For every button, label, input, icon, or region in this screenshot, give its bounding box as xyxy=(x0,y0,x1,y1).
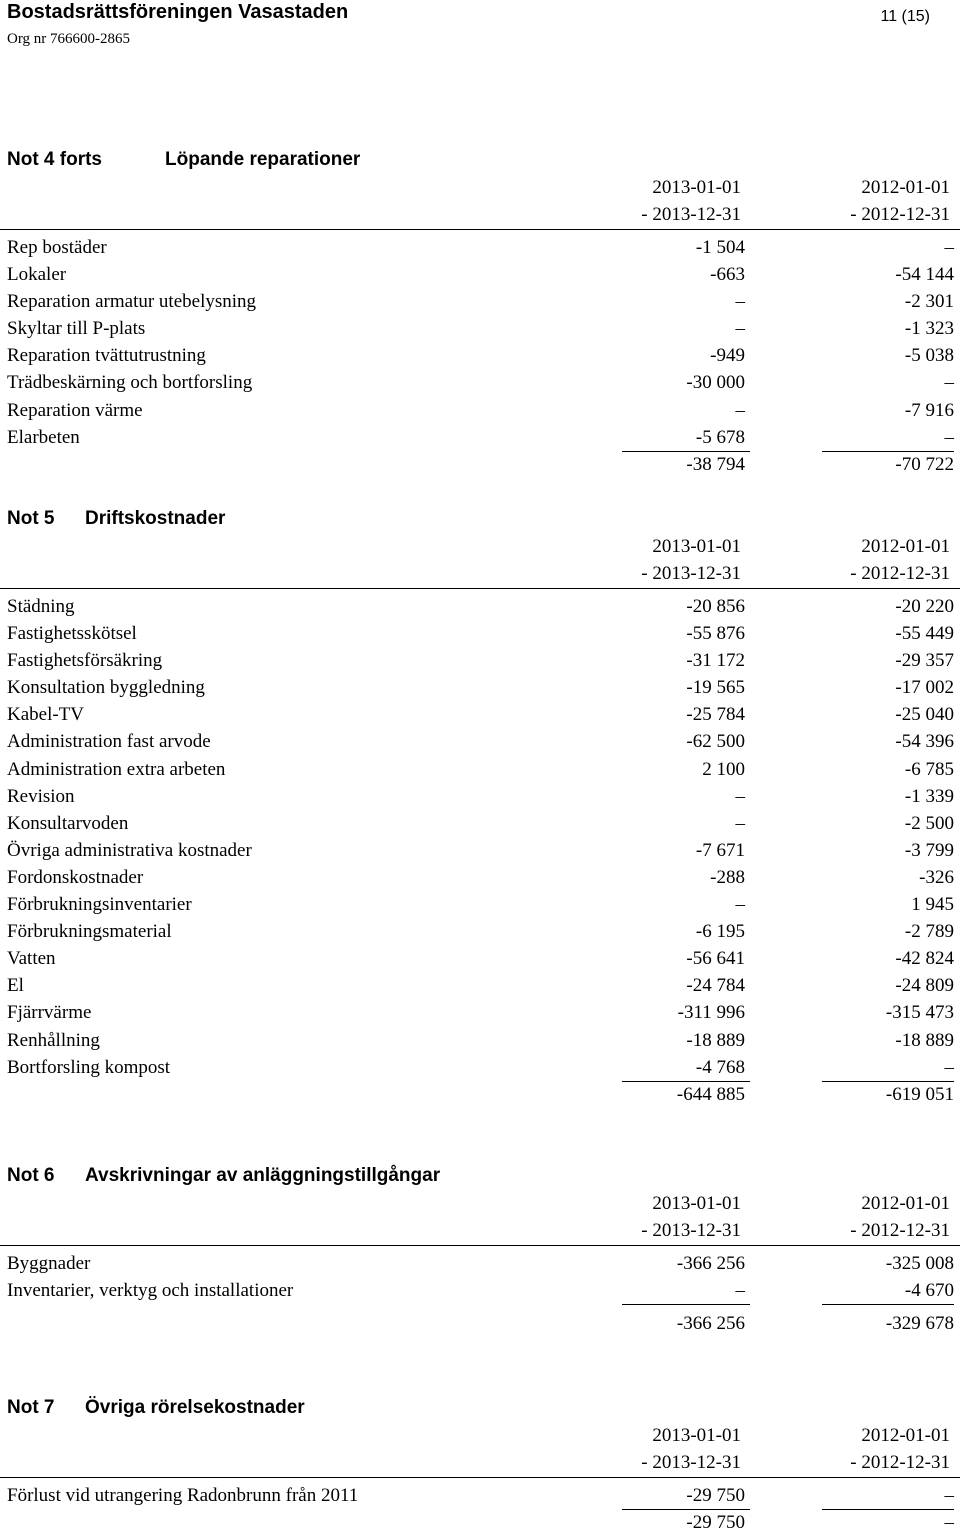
note-4 xyxy=(0,146,960,478)
table-row xyxy=(0,261,960,288)
total-current: -366 256 xyxy=(676,1313,745,1335)
row-label: Konsultarvoden xyxy=(7,812,129,834)
row-value-current: -56 641 xyxy=(686,948,745,970)
period-current xyxy=(641,1422,741,1476)
period-current-to: - 2013-12-31 xyxy=(641,1452,741,1473)
table-row xyxy=(0,810,960,837)
row-label: Administration fast arvode xyxy=(7,731,211,753)
row-value-previous: -1 323 xyxy=(904,318,954,340)
row-label: Elarbeten xyxy=(7,426,80,448)
row-value-previous: – xyxy=(944,1056,954,1078)
period-current-from: 2013-01-01 xyxy=(652,177,741,198)
org-number: Org nr 766600-2865 xyxy=(7,31,131,47)
page-number: 11 (15) xyxy=(880,8,930,25)
table-row xyxy=(0,945,960,972)
row-label: Konsultation byggledning xyxy=(7,677,205,699)
note-number: Not 4 forts xyxy=(7,149,102,170)
row-label: Vatten xyxy=(7,948,56,970)
table-row xyxy=(0,620,960,647)
period-header xyxy=(0,1190,960,1245)
note-heading xyxy=(0,505,960,533)
note-rows xyxy=(0,1478,960,1536)
period-previous-from: 2012-01-01 xyxy=(861,536,950,557)
table-row xyxy=(0,972,960,999)
row-value-current: -19 565 xyxy=(686,677,745,699)
period-current-from: 2013-01-01 xyxy=(652,536,741,557)
row-label: Kabel-TV xyxy=(7,704,85,726)
table-row xyxy=(0,1277,960,1304)
period-previous xyxy=(850,533,950,587)
row-label: Trädbeskärning och bortforsling xyxy=(7,372,253,394)
row-label: Reparation värme xyxy=(7,399,143,421)
period-header xyxy=(0,533,960,588)
row-value-previous: -42 824 xyxy=(895,948,954,970)
row-value-current: -55 876 xyxy=(686,623,745,645)
row-value-current: -20 856 xyxy=(686,596,745,617)
row-label: Reparation armatur utebelysning xyxy=(7,291,257,313)
table-row xyxy=(0,864,960,891)
row-value-previous: -325 008 xyxy=(885,1253,954,1274)
note-rows xyxy=(0,230,960,478)
period-current xyxy=(641,174,741,228)
row-value-previous: – xyxy=(944,372,954,394)
note-number: Not 5 xyxy=(7,508,55,529)
row-value-previous: -2 500 xyxy=(904,812,954,834)
row-value-previous: -1 339 xyxy=(904,785,954,807)
note-rows xyxy=(0,1246,960,1337)
row-value-current: -366 256 xyxy=(676,1253,745,1274)
period-previous xyxy=(850,1422,950,1476)
period-current xyxy=(641,533,741,587)
total-row xyxy=(0,1081,960,1108)
note-title: Avskrivningar av anläggningstillgångar xyxy=(85,1165,441,1186)
period-previous-to: - 2012-12-31 xyxy=(850,1452,950,1473)
table-row xyxy=(0,674,960,701)
table-row xyxy=(0,342,960,369)
period-current-from: 2013-01-01 xyxy=(652,1193,741,1214)
row-value-current: – xyxy=(735,785,745,807)
row-value-previous: -29 357 xyxy=(895,650,954,672)
row-value-current: -29 750 xyxy=(686,1485,745,1506)
total-row xyxy=(0,1509,960,1536)
note-title: Löpande reparationer xyxy=(165,149,361,170)
row-label: Fordonskostnader xyxy=(7,866,144,888)
table-row xyxy=(0,397,960,424)
row-value-previous: -17 002 xyxy=(895,677,954,699)
period-previous xyxy=(850,1190,950,1244)
row-value-previous: -3 799 xyxy=(904,839,954,861)
table-row xyxy=(0,891,960,918)
row-value-previous: -2 789 xyxy=(904,921,954,943)
row-value-previous: -55 449 xyxy=(895,623,954,645)
row-label: Övriga administrativa kostnader xyxy=(7,839,252,861)
table-row xyxy=(0,1027,960,1054)
note-7 xyxy=(0,1394,960,1536)
row-value-previous: -7 916 xyxy=(904,399,954,421)
sum-rule-previous xyxy=(822,1304,954,1305)
note-number: Not 6 xyxy=(7,1165,55,1186)
row-label: Revision xyxy=(7,785,75,807)
row-value-previous: -54 396 xyxy=(895,731,954,753)
row-value-previous: – xyxy=(944,426,954,448)
row-value-current: -25 784 xyxy=(686,704,745,726)
row-value-current: -24 784 xyxy=(686,975,745,997)
row-value-current: 2 100 xyxy=(702,758,745,780)
row-value-current: -5 678 xyxy=(695,426,745,448)
row-value-previous: 1 945 xyxy=(911,894,954,916)
table-row xyxy=(0,234,960,261)
total-row xyxy=(0,1310,960,1337)
total-current: -29 750 xyxy=(686,1512,745,1534)
note-6 xyxy=(0,1162,960,1337)
period-previous-to: - 2012-12-31 xyxy=(850,204,950,225)
table-row xyxy=(0,1250,960,1277)
note-heading xyxy=(0,1162,960,1190)
period-current-to: - 2013-12-31 xyxy=(641,563,741,584)
period-header xyxy=(0,174,960,229)
row-value-current: -4 768 xyxy=(695,1056,745,1078)
row-label: Administration extra arbeten xyxy=(7,758,226,780)
note-5 xyxy=(0,505,960,1108)
row-value-current: – xyxy=(735,812,745,834)
period-previous-from: 2012-01-01 xyxy=(861,177,950,198)
total-current: -38 794 xyxy=(686,453,745,475)
row-value-previous: -2 301 xyxy=(904,291,954,313)
row-value-current: -6 195 xyxy=(695,921,745,943)
row-value-current: – xyxy=(735,318,745,340)
row-value-current: -31 172 xyxy=(686,650,745,672)
table-row xyxy=(0,701,960,728)
row-label: Lokaler xyxy=(7,264,67,286)
row-value-current: -7 671 xyxy=(695,839,745,861)
table-row xyxy=(0,593,960,620)
row-label: Renhållning xyxy=(7,1029,100,1051)
period-previous-to: - 2012-12-31 xyxy=(850,563,950,584)
period-previous-from: 2012-01-01 xyxy=(861,1193,950,1214)
row-value-previous: -24 809 xyxy=(895,975,954,997)
table-row xyxy=(0,647,960,674)
row-value-previous: – xyxy=(944,237,954,258)
table-row xyxy=(0,1054,960,1081)
row-label: Fastighetsförsäkring xyxy=(7,650,163,672)
row-value-previous: – xyxy=(944,1485,954,1506)
row-value-previous: -4 670 xyxy=(904,1280,954,1302)
row-value-previous: -25 040 xyxy=(895,704,954,726)
row-label: Fastighetsskötsel xyxy=(7,623,137,645)
period-current-to: - 2013-12-31 xyxy=(641,204,741,225)
table-row xyxy=(0,837,960,864)
row-label: Bortforsling kompost xyxy=(7,1056,171,1078)
period-previous-from: 2012-01-01 xyxy=(861,1425,950,1446)
note-number: Not 7 xyxy=(7,1397,55,1418)
row-label: Skyltar till P-plats xyxy=(7,318,146,340)
note-title: Driftskostnader xyxy=(85,508,226,529)
note-title: Övriga rörelsekostnader xyxy=(85,1397,305,1418)
row-value-previous: -326 xyxy=(919,866,954,888)
row-label: El xyxy=(7,975,24,997)
row-label: Fjärrvärme xyxy=(7,1002,92,1024)
period-current-from: 2013-01-01 xyxy=(652,1425,741,1446)
table-row xyxy=(0,288,960,315)
note-rows xyxy=(0,589,960,1108)
row-value-previous: -5 038 xyxy=(904,345,954,367)
row-value-current: -30 000 xyxy=(686,372,745,394)
period-current xyxy=(641,1190,741,1244)
table-row xyxy=(0,783,960,810)
table-row xyxy=(0,728,960,755)
table-row xyxy=(0,424,960,451)
total-previous: – xyxy=(944,1512,954,1534)
row-value-current: -663 xyxy=(710,264,745,286)
row-label: Inventarier, verktyg och installationer xyxy=(7,1280,294,1302)
row-label: Reparation tvättutrustning xyxy=(7,345,206,367)
period-previous-to: - 2012-12-31 xyxy=(850,1220,950,1241)
row-value-current: – xyxy=(735,399,745,421)
table-row xyxy=(0,1482,960,1509)
table-row xyxy=(0,315,960,342)
row-value-current: -288 xyxy=(710,866,745,888)
period-previous xyxy=(850,174,950,228)
row-value-current: – xyxy=(735,1280,745,1302)
total-row xyxy=(0,451,960,478)
table-row xyxy=(0,756,960,783)
row-value-previous: -18 889 xyxy=(895,1029,954,1051)
table-row xyxy=(0,369,960,396)
row-value-current: -62 500 xyxy=(686,731,745,753)
row-label: Förbrukningsinventarier xyxy=(7,894,192,916)
row-value-previous: -315 473 xyxy=(885,1002,954,1024)
note-heading xyxy=(0,146,960,174)
period-current-to: - 2013-12-31 xyxy=(641,1220,741,1241)
row-label: Byggnader xyxy=(7,1253,91,1274)
row-value-current: -949 xyxy=(710,345,745,367)
total-previous: -70 722 xyxy=(895,453,954,475)
row-value-previous: -54 144 xyxy=(895,264,954,286)
row-label: Förlust vid utrangering Radonbrunn från 2011 xyxy=(7,1485,359,1506)
row-value-previous: -20 220 xyxy=(895,596,954,617)
row-label: Förbrukningsmaterial xyxy=(7,921,172,943)
period-header xyxy=(0,1422,960,1477)
total-current: -644 885 xyxy=(676,1083,745,1105)
total-previous: -329 678 xyxy=(885,1313,954,1335)
row-value-current: – xyxy=(735,291,745,313)
company-name: Bostadsrättsföreningen Vasastaden xyxy=(7,1,349,23)
row-value-current: -1 504 xyxy=(695,237,745,258)
total-previous: -619 051 xyxy=(885,1083,954,1105)
row-value-current: -311 996 xyxy=(677,1002,745,1024)
row-value-previous: -6 785 xyxy=(904,758,954,780)
row-value-current: -18 889 xyxy=(686,1029,745,1051)
row-value-current: – xyxy=(735,894,745,916)
sum-rule-current xyxy=(622,1304,750,1305)
note-heading xyxy=(0,1394,960,1422)
table-row xyxy=(0,999,960,1026)
table-row xyxy=(0,918,960,945)
row-label: Rep bostäder xyxy=(7,237,107,258)
row-label: Städning xyxy=(7,596,75,617)
